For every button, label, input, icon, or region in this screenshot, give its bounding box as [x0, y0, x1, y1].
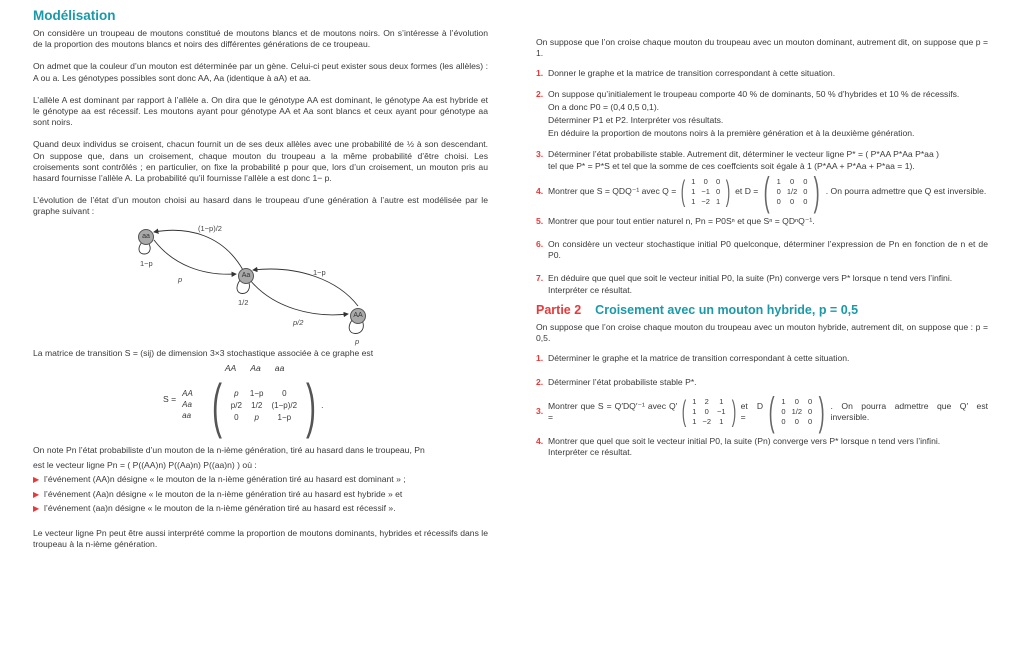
transition-matrix: S = AA Aa aa AA Aa aa ( p 1−p 0 p/2 1/2 (1−p)/2 0 p 1−p ) . [163, 362, 324, 440]
question-number: 4. [536, 435, 544, 446]
cell: (1−p)/2 [271, 401, 298, 411]
question-number: 1. [536, 68, 544, 79]
cell: 0 [234, 413, 239, 423]
triangle-bullet-icon: ▶ [33, 489, 40, 499]
part2-heading [536, 302, 988, 317]
question-1 [536, 68, 988, 79]
label-aa-Aa: p [178, 274, 183, 284]
paragraph-intro: On considère un troupeau de moutons constitué de moutons blancs et de moutons noirs. On s’intéresse à l’évolution de la proportion des moutons blancs et noirs des différentes générations de ce troupeau. [33, 28, 488, 50]
question-4 [536, 169, 988, 214]
matrix-body [227, 388, 301, 424]
question-text: Montrer que quel que soit le vecteur initial P0, la suite (Pn) converge vers P* lorsque n tend vers l’infini. [548, 435, 941, 446]
question-number: 7. [536, 273, 544, 284]
question-text: Montrer que S = QDQ⁻¹ avec Q = [548, 186, 677, 197]
node-Aa: Aa [238, 268, 254, 284]
question-number: 6. [536, 239, 544, 250]
note-line-1: On note Pn l’état probabiliste d’un mouton de la n-ième génération, tiré au hasard dans le troupeau, Pn [33, 445, 425, 456]
question-line: Déterminer P1 et P2. Interpréter vos résultats. [548, 115, 724, 126]
question-text: Montrer que pour tout entier naturel n, Pn = P0Sⁿ et que Sⁿ = QDⁿQ⁻¹. [548, 215, 815, 226]
label-AA-Aa: 1−p [313, 267, 326, 277]
question-number: 3. [536, 406, 544, 417]
p2-question-2 [536, 377, 988, 388]
node-aa: aa [138, 229, 154, 245]
bullet-text: l’événement (AA)n désigne « le mouton de la n-ième génération tiré au hasard est dominant » ; [44, 474, 406, 485]
question-text: . On pourra admettre que Q′ est inversible. [830, 400, 989, 422]
label-Aa-Aa: 1/2 [238, 297, 249, 307]
row-headers [182, 388, 193, 421]
col-header: AA [224, 362, 237, 373]
cell: 0 [282, 389, 287, 399]
row-header: AA [182, 388, 193, 398]
col-header: Aa [250, 362, 261, 373]
note-line-2: est le vecteur ligne Pn = ( P((AA)n) P((Aa)n) P((aa)n) ) où : [33, 460, 257, 471]
node-AA: AA [350, 308, 366, 324]
question-line: Interpréter ce résultat. [548, 284, 633, 295]
row-header: aa [182, 410, 192, 420]
bullet-item [33, 503, 488, 514]
p2-question-3 [536, 389, 989, 434]
question-number: 2. [536, 376, 544, 387]
question-7 [536, 273, 988, 295]
paragraph-closing: Le vecteur ligne Pn peut être aussi interprété comme la proportion de moutons dominants, hybrides et récessifs dans le troupeau à la n-ième génération. [33, 528, 488, 550]
label-Aa-aa: (1−p)/2 [198, 223, 222, 233]
part2-title: Croisement avec un mouton hybride, p = 0,5 [595, 302, 859, 317]
paragraph-dominance: L’allèle A est dominant par rapport à l’allèle a. On dira que le génotype AA est dominant, le génotype Aa est hybride et le génotype aa est récessif. Les moutons ayant pour génotype AA et Aa sont blancs et ceux ayant pour génotype aa sont noirs. [33, 94, 488, 128]
question-text: Déterminer l’état probabiliste stable. Autrement dit, déterminer le vecteur ligne P* = ( P*AA P*Aa P*aa ) [548, 149, 939, 160]
section-title: Modélisation [33, 8, 116, 23]
question-text: On considère un vecteur stochastique initial P0 quelconque, déterminer l’expression de Pn en fonction de n et de P0. [548, 239, 988, 261]
question-text: Déterminer l’état probabiliste stable P*. [548, 376, 697, 387]
triangle-bullet-icon: ▶ [33, 503, 40, 513]
part2-label: Partie 2 [536, 302, 582, 317]
p2-question-4 [536, 436, 988, 458]
cell: 1−p [277, 413, 292, 423]
question-text: Donner le graphe et la matrice de transition correspondant à cette situation. [548, 68, 836, 79]
question-text: et D = [740, 400, 764, 422]
matrix-D: ( 1 0 0 0 1/2 0 0 0 0 ) [768, 389, 825, 434]
matrix-Q: ( 1 0 0 1 −1 0 1 −2 1 ) [681, 174, 731, 208]
p2-question-1 [536, 353, 988, 364]
col-header: aa [274, 362, 285, 373]
question-text: Montrer que S = Q′DQ′⁻¹ avec Q′ = [548, 400, 678, 422]
triangle-bullet-icon: ▶ [33, 475, 40, 485]
label-AA-AA: p [355, 336, 360, 346]
question-3 [536, 149, 988, 171]
question-text: et D = [735, 186, 759, 197]
question-number: 5. [536, 215, 544, 226]
label-aa-aa: 1−p [140, 258, 153, 268]
bullet-text: l’événement (aa)n désigne « le mouton de la n-ième génération tiré au hasard est récessif ». [44, 502, 396, 513]
cell: 1/2 [251, 401, 263, 411]
question-line: En déduire la proportion de moutons noirs à la première génération et à la deuxième génération. [548, 128, 915, 139]
part2-intro: On suppose que l’on croise chaque mouton du troupeau avec un mouton hybride, autrement dit, on suppose que : p = 0,5. [536, 322, 988, 344]
matrix-Q-prime: ( 1 2 1 1 0 −1 1 −2 1 ) [682, 394, 736, 428]
question-number: 4. [536, 186, 544, 197]
question-2 [536, 89, 988, 140]
question-number: 3. [536, 149, 544, 160]
question-5 [536, 216, 988, 227]
question-text: . On pourra admettre que Q est inversible. [825, 186, 987, 197]
cell: p/2 [230, 401, 242, 411]
matrix-label: S = [163, 393, 177, 404]
bullet-item [33, 474, 488, 485]
question-line: Interpréter ce résultat. [548, 447, 633, 458]
question-6 [536, 239, 988, 261]
cell: p [234, 389, 239, 399]
paragraph-gene: On admet que la couleur d’un mouton est déterminée par un gène. Celui-ci peut exister sous deux formes (les allèles) : A ou a. Les génotypes possibles sont donc AA, Aa (identique à aA) et aa. [33, 61, 488, 83]
part1-intro: On suppose que l’on croise chaque mouton du troupeau avec un mouton dominant, autrement dit, on suppose que p = 1. [536, 37, 988, 59]
question-text: Déterminer le graphe et la matrice de transition correspondant à cette situation. [548, 353, 850, 364]
row-header: Aa [182, 399, 192, 409]
label-Aa-AA: p/2 [293, 317, 304, 327]
matrix-D: ( 1 0 0 0 1/2 0 0 0 0 ) [763, 169, 821, 214]
graph-edges [128, 220, 428, 348]
question-number: 2. [536, 88, 544, 99]
paragraph-crossing: Quand deux individus se croisent, chacun fournit un de ses deux allèles avec une probabilité de ½ à son descendant. On suppose que, dans un croisement, chaque mouton du troupeau a la même probabilité d’être choisi. Les croisements sont contrôlés ; en particulier, on fixe la probabilité p pour que, lors d’un croisement, un mouton pris au hasard fournisse l’allèle A. La probabilité qu’il fournisse l’allèle a est donc 1− p. [33, 139, 488, 184]
question-number: 1. [536, 353, 544, 364]
matrix-intro: La matrice de transition S = (sij) de dimension 3×3 stochastique associée à ce graphe est [33, 347, 374, 358]
bullet-text: l’événement (Aa)n désigne « le mouton de la n-ième génération tiré au hasard est hybride » et [44, 488, 403, 499]
question-line: On a donc P0 = (0,4 0,5 0,1). [548, 101, 660, 112]
bullet-item [33, 489, 488, 500]
question-line: tel que P* = P*S et tel que la somme de ces coeffcients soit égale à 1 (P*AA + P*Aa + P*aa = 1). [548, 160, 915, 171]
transition-graph [128, 220, 428, 348]
cell: p [254, 413, 259, 423]
cell: 1−p [249, 389, 264, 399]
right-column [536, 37, 988, 467]
left-column [33, 8, 488, 550]
question-text: En déduire que quel que soit le vecteur initial P0, la suite (Pn) converge vers P* lorsque n tend vers l’infini. [548, 273, 953, 284]
paragraph-graph-intro: L’évolution de l’état d’un mouton choisi au hasard dans le troupeau d’une génération à l’autre est modélisée par le graphe suivant : [33, 195, 488, 217]
question-text: On suppose qu’initialement le troupeau comporte 40 % de dominants, 50 % d’hybrides et 10 % de récessifs. [548, 88, 960, 99]
